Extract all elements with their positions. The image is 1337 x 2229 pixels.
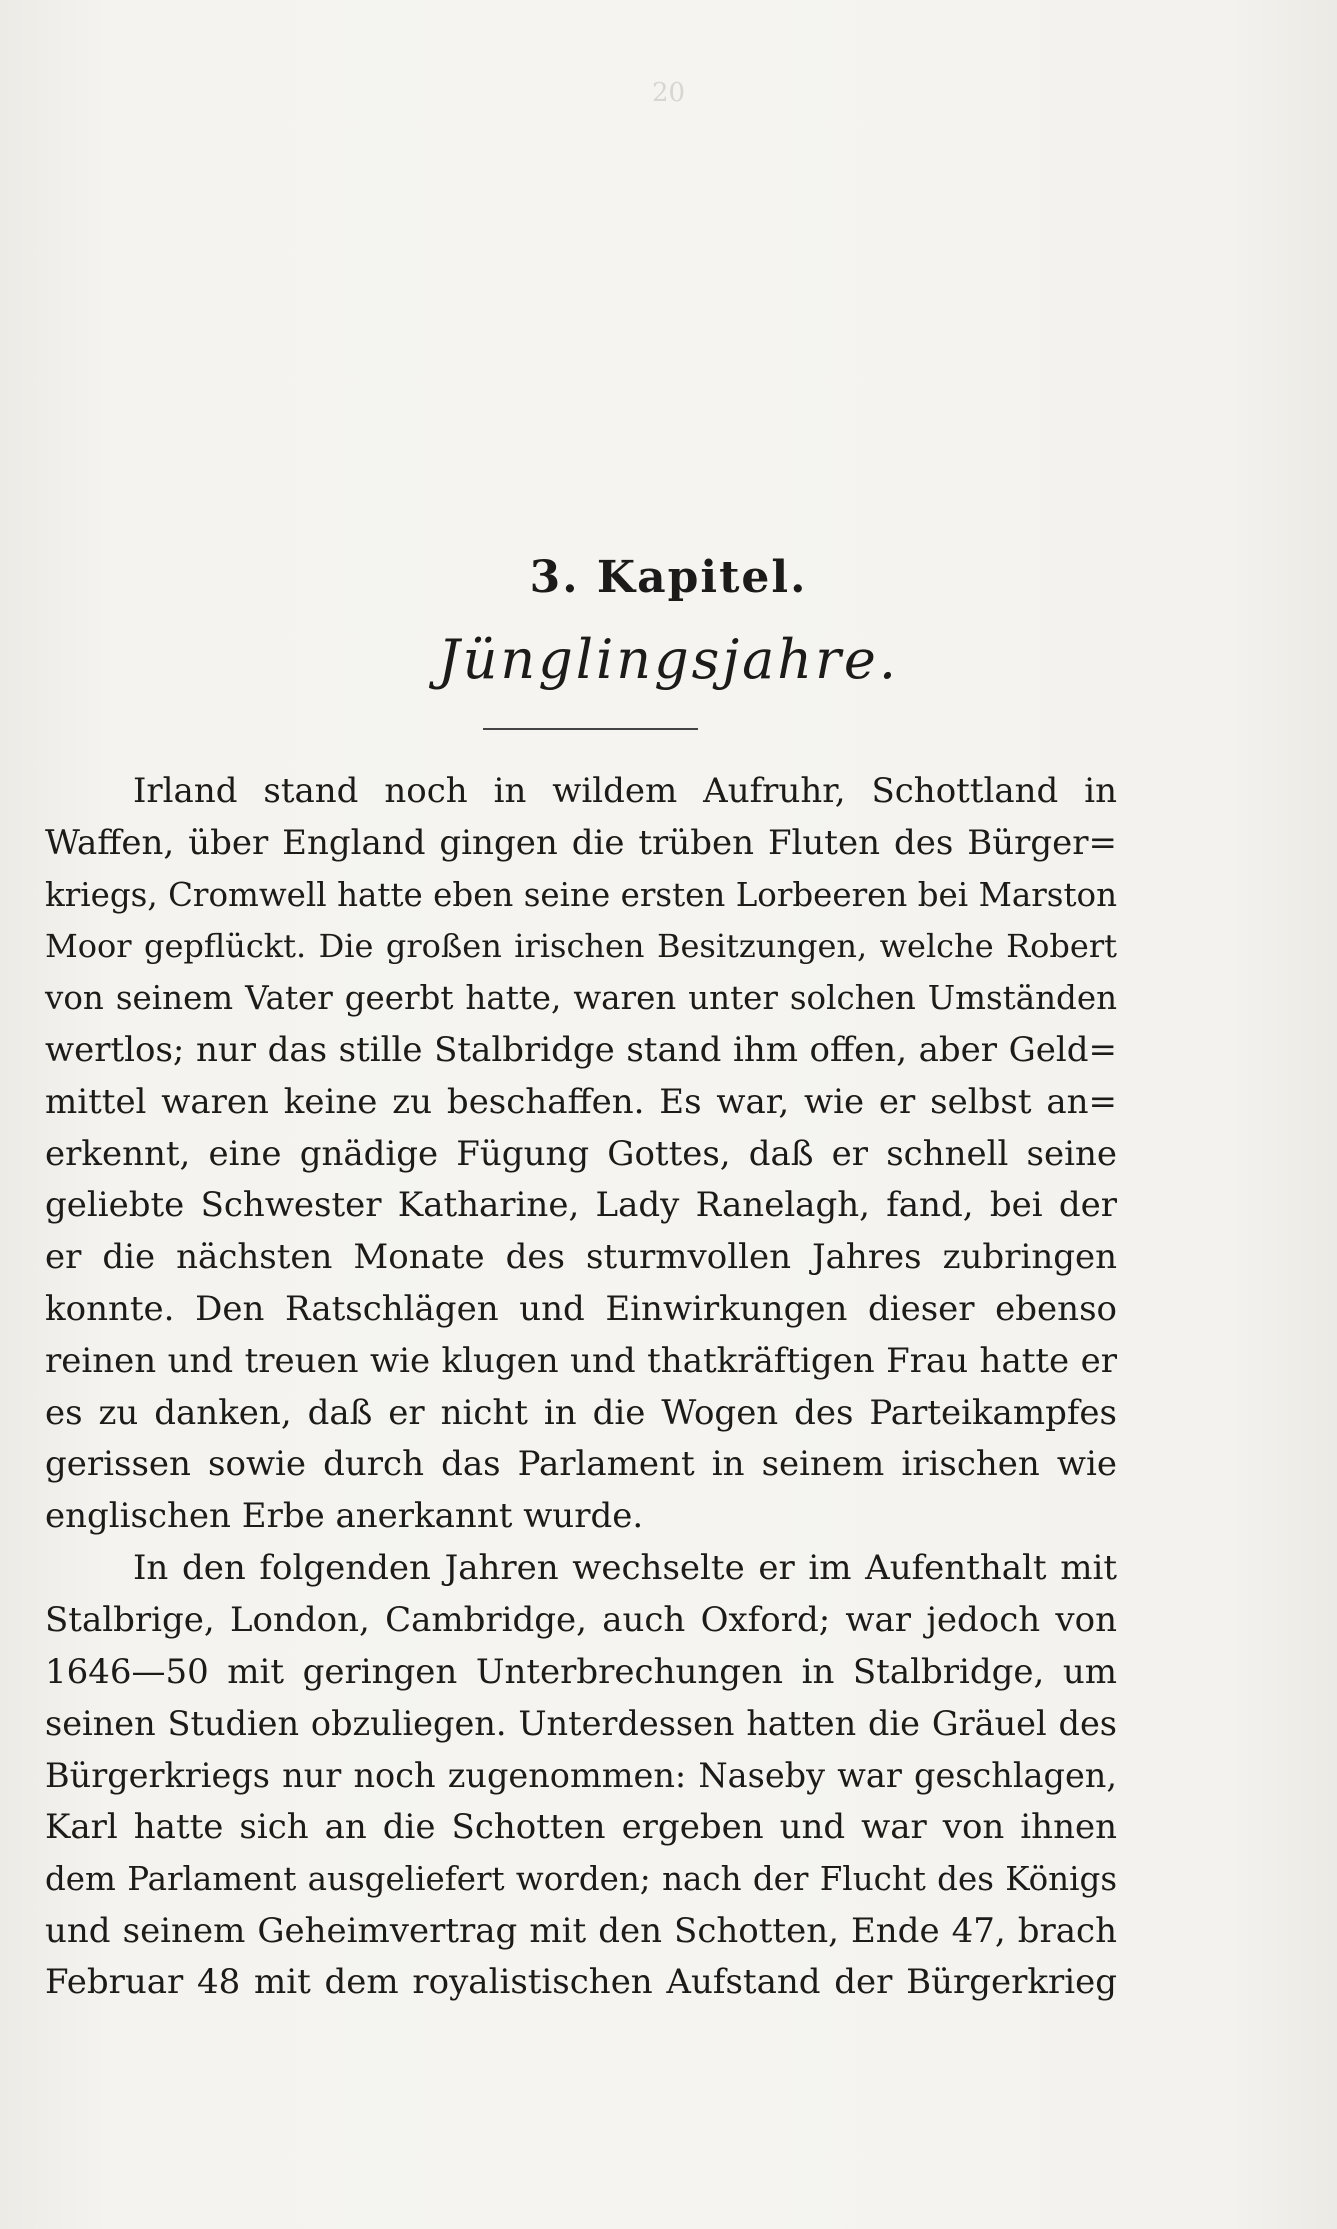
text-line: 1646—50 mit geringen Unterbrechungen in Stalbridge, um <box>45 1651 1117 1692</box>
text-line: wertlos; nur das stille Stalbridge stand ihm offen, aber Geld= <box>45 1029 1117 1070</box>
text-line: er die nächsten Monate des sturmvollen Jahres zubringen <box>45 1237 1117 1278</box>
text-line: Karl hatte sich an die Schotten ergeben und war von ihnen <box>45 1806 1117 1847</box>
text-line: mittel waren keine zu beschaffen. Es war, wie er selbst an= <box>45 1081 1117 1122</box>
page-number: 20 <box>651 78 686 108</box>
text-line: seinen Studien obzuliegen. Unterdessen hatten die Gräuel des <box>45 1704 1117 1744</box>
text-line: von seinem Vater geerbt hatte, waren unter solchen Umständen <box>45 979 1117 1018</box>
text-line: Irland stand noch in wildem Aufruhr, Schottland in <box>133 771 1117 811</box>
chapter-title: Jünglingsjahre. <box>437 628 900 691</box>
text-line: englischen Erbe anerkannt wurde. <box>45 1496 644 1537</box>
text-line: Stalbrige, London, Cambridge, auch Oxford; war jedoch von <box>45 1599 1117 1640</box>
text-line: und seinem Geheimvertrag mit den Schotten, Ende 47, brach <box>45 1910 1117 1951</box>
text-line: gerissen sowie durch das Parlament in seinem irischen wie <box>45 1444 1117 1485</box>
text-line: dem Parlament ausgeliefert worden; nach der Flucht des Königs <box>45 1859 1117 1898</box>
text-line: kriegs, Cromwell hatte eben seine ersten Lorbeeren bei Marston <box>45 875 1117 914</box>
text-line: Februar 48 mit dem royalistischen Aufstand der Bürgerkrieg <box>45 1962 1117 2003</box>
text-line: In den folgenden Jahren wechselte er im Aufenthalt mit <box>133 1547 1117 1588</box>
text-line: Bürgerkriegs nur noch zugenommen: Naseby war geschlagen, <box>45 1756 1117 1796</box>
text-line: konnte. Den Ratschlägen und Einwirkungen dieser ebenso <box>45 1288 1117 1329</box>
text-line: Moor gepflückt. Die großen irischen Besitzungen, welche Robert <box>45 927 1117 966</box>
text-line: geliebte Schwester Katharine, Lady Ranelagh, fand, bei der <box>45 1185 1117 1226</box>
text-line: reinen und treuen wie klugen und thatkräftigen Frau hatte er <box>45 1340 1117 1381</box>
chapter-label: 3. Kapitel. <box>529 552 808 603</box>
text-line: erkennt, eine gnädige Fügung Gottes, daß er schnell seine <box>45 1133 1117 1174</box>
body-text <box>45 766 1117 2009</box>
text-line: es zu danken, daß er nicht in die Wogen des Parteikampfes <box>45 1392 1117 1433</box>
text-line: Waffen, über England gingen die trüben Fluten des Bürger= <box>45 822 1117 863</box>
section-divider <box>483 728 698 730</box>
